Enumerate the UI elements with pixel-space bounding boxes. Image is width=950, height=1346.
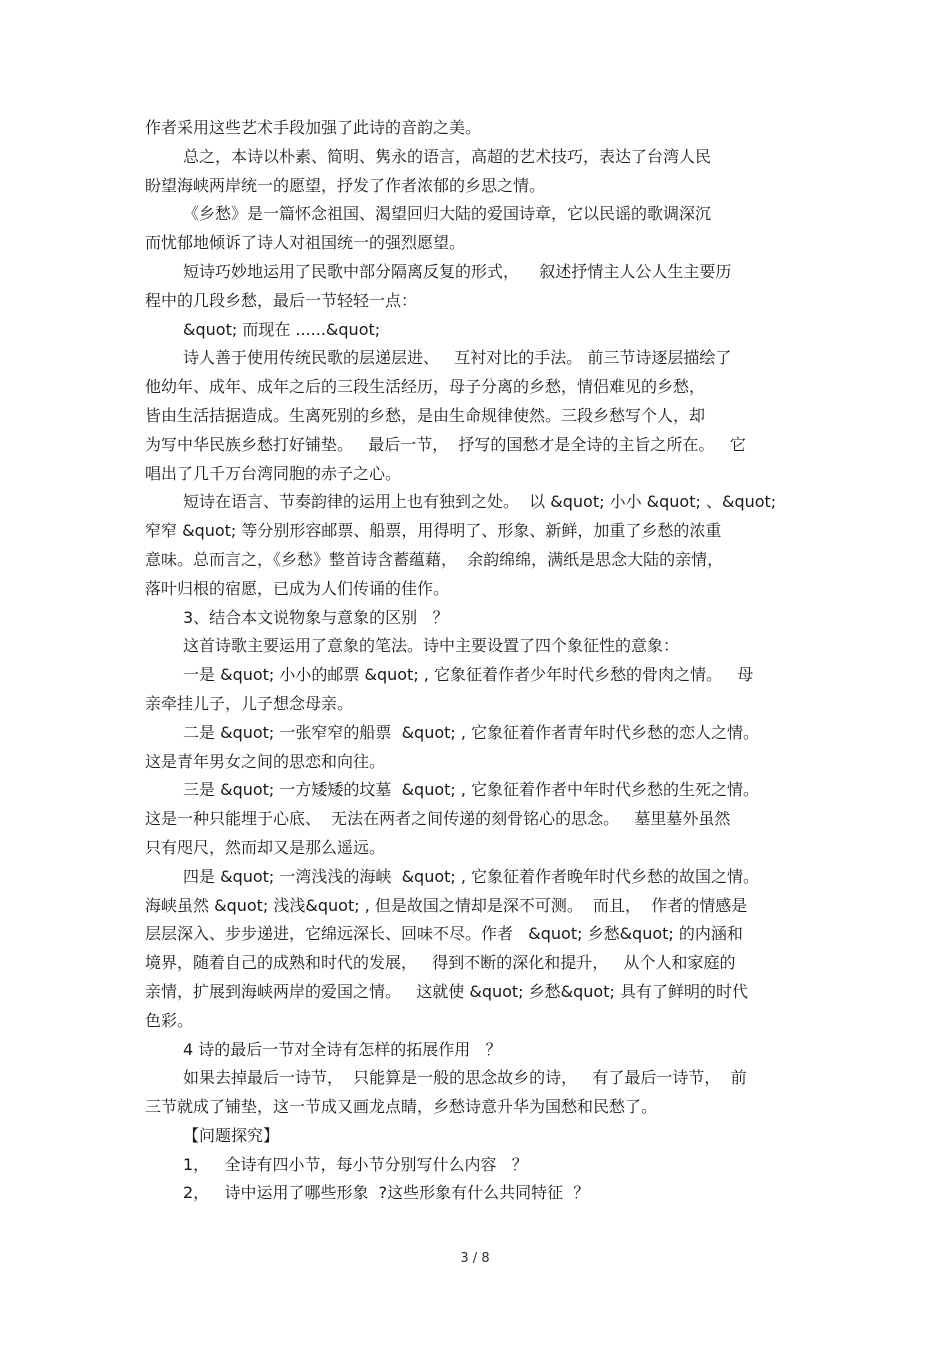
text-line: 境界，随着自己的成熟和时代的发展， 得到不断的深化和提升， 从个人和家庭的 <box>145 953 736 973</box>
text-line: 作者采用这些艺术手段加强了此诗的音韵之美。 <box>145 118 482 137</box>
text-line: &quot; 而现在 ......&quot; <box>183 319 381 339</box>
text-line: 皆由生活拮据造成。生离死别的乡愁，是由生命规律使然。三段乡愁写个人，却 <box>145 405 706 425</box>
text-line: 一是 &quot; 小小的邮票 &quot; , 它象征着作者少年时代乡愁的骨肉之情。 母 <box>183 665 754 685</box>
text-line: 这首诗歌主要运用了意象的笔法。诗中主要设置了四个象征性的意象： <box>183 636 680 656</box>
text-line: 亲牵挂儿子，儿子想念母亲。 <box>145 693 354 713</box>
text-line: 窄窄 &quot; 等分别形容邮票、船票，用得明了、形象、新鲜，加重了乡愁的浓重 <box>145 521 722 541</box>
text-line: 【问题探究】 <box>183 1125 280 1145</box>
text-line: 而忧郁地倾诉了诗人对祖国统一的强烈愿望。 <box>145 233 466 253</box>
text-line: 亲情，扩展到海峡两岸的爱国之情。 这就使 &quot; 乡愁&quot; 具有了鲜明的时代 <box>145 981 748 1001</box>
text-line: 二是 &quot; 一张窄窄的船票 &quot; , 它象征着作者青年时代乡愁的恋人之情。 <box>183 722 760 742</box>
text-line: 4 诗的最后一节对全诗有怎样的拓展作用 ？ <box>183 1039 502 1059</box>
body-text <box>145 114 810 1208</box>
text-line: 3、结合本文说物象与意象的区别 ？ <box>183 607 449 627</box>
text-line: 总之，本诗以朴素、简明、隽永的语言，高超的艺术技巧，表达了台湾人民 <box>183 146 712 166</box>
text-line: 三是 &quot; 一方矮矮的坟墓 &quot; , 它象征着作者中年时代乡愁的生死之情。 <box>183 780 760 800</box>
text-line: 1， 全诗有四小节，每小节分别写什么内容 ？ <box>183 1154 528 1174</box>
text-line: 色彩。 <box>145 1010 194 1030</box>
text-line: 只有咫尺，然而却又是那么遥远。 <box>145 837 386 857</box>
text-line: 诗人善于使用传统民歌的层递层进、 互衬对比的手法。 前三节诗逐层描绘了 <box>183 348 732 368</box>
text-line: 落叶归根的宿愿，已成为人们传诵的佳作。 <box>145 578 450 598</box>
text-line: 意味。总而言之，《乡愁》整首诗含蓄蕴藉， 余韵绵绵，满纸是思念大陆的亲情， <box>145 549 724 569</box>
text-line: 为写中华民族乡愁打好铺垫。 最后一节， 抒写的国愁才是全诗的主旨之所在。 它 <box>145 434 746 454</box>
text-line: 短诗在语言、节奏韵律的运用上也有独到之处。 以 &quot; 小小 &quot; 、&quot; <box>183 492 777 512</box>
text-line: 层层深入、步步递进，它绵远深长、回味不尽。作者 &quot; 乡愁&quot; 的内涵和 <box>145 924 743 944</box>
text-line: 这是青年男女之间的思恋和向往。 <box>145 751 386 771</box>
text-line: 四是 &quot; 一湾浅浅的海峡 &quot; , 它象征着作者晚年时代乡愁的故国之情。 <box>183 866 760 886</box>
text-line: 海峡虽然 &quot; 浅浅&quot; , 但是故国之情却是深不可测。 而且， 作者的情感是 <box>145 895 748 915</box>
text-line: 《乡愁》是一篇怀念祖国、渴望回归大陆的爱国诗章，它以民谣的歌调深沉 <box>183 204 712 224</box>
text-line: 唱出了几千万台湾同胞的赤子之心。 <box>145 463 402 483</box>
text-line: 盼望海峡两岸统一的愿望，抒发了作者浓郁的乡思之情。 <box>145 175 546 195</box>
text-line: 如果去掉最后一诗节， 只能算是一般的思念故乡的诗， 有了最后一诗节， 前 <box>183 1068 747 1088</box>
text-line: 程中的几段乡愁，最后一节轻轻一点： <box>145 290 418 310</box>
text-line: 2， 诗中运用了哪些形象 ?这些形象有什么共同特征 ？ <box>183 1183 590 1203</box>
text-line: 短诗巧妙地运用了民歌中部分隔离反复的形式， 叙述抒情主人公人生主要历 <box>183 261 732 281</box>
page-number: 3 / 8 <box>460 1251 490 1266</box>
text-line: 这是一种只能埋于心底、 无法在两者之间传递的刻骨铭心的思念。 墓里墓外虽然 <box>145 809 731 829</box>
text-line: 三节就成了铺垫，这一节成又画龙点睛，乡愁诗意升华为国愁和民愁了。 <box>145 1097 658 1117</box>
text-line: 他幼年、成年、成年之后的三段生活经历，母子分离的乡愁，情侣难见的乡愁， <box>145 377 706 397</box>
